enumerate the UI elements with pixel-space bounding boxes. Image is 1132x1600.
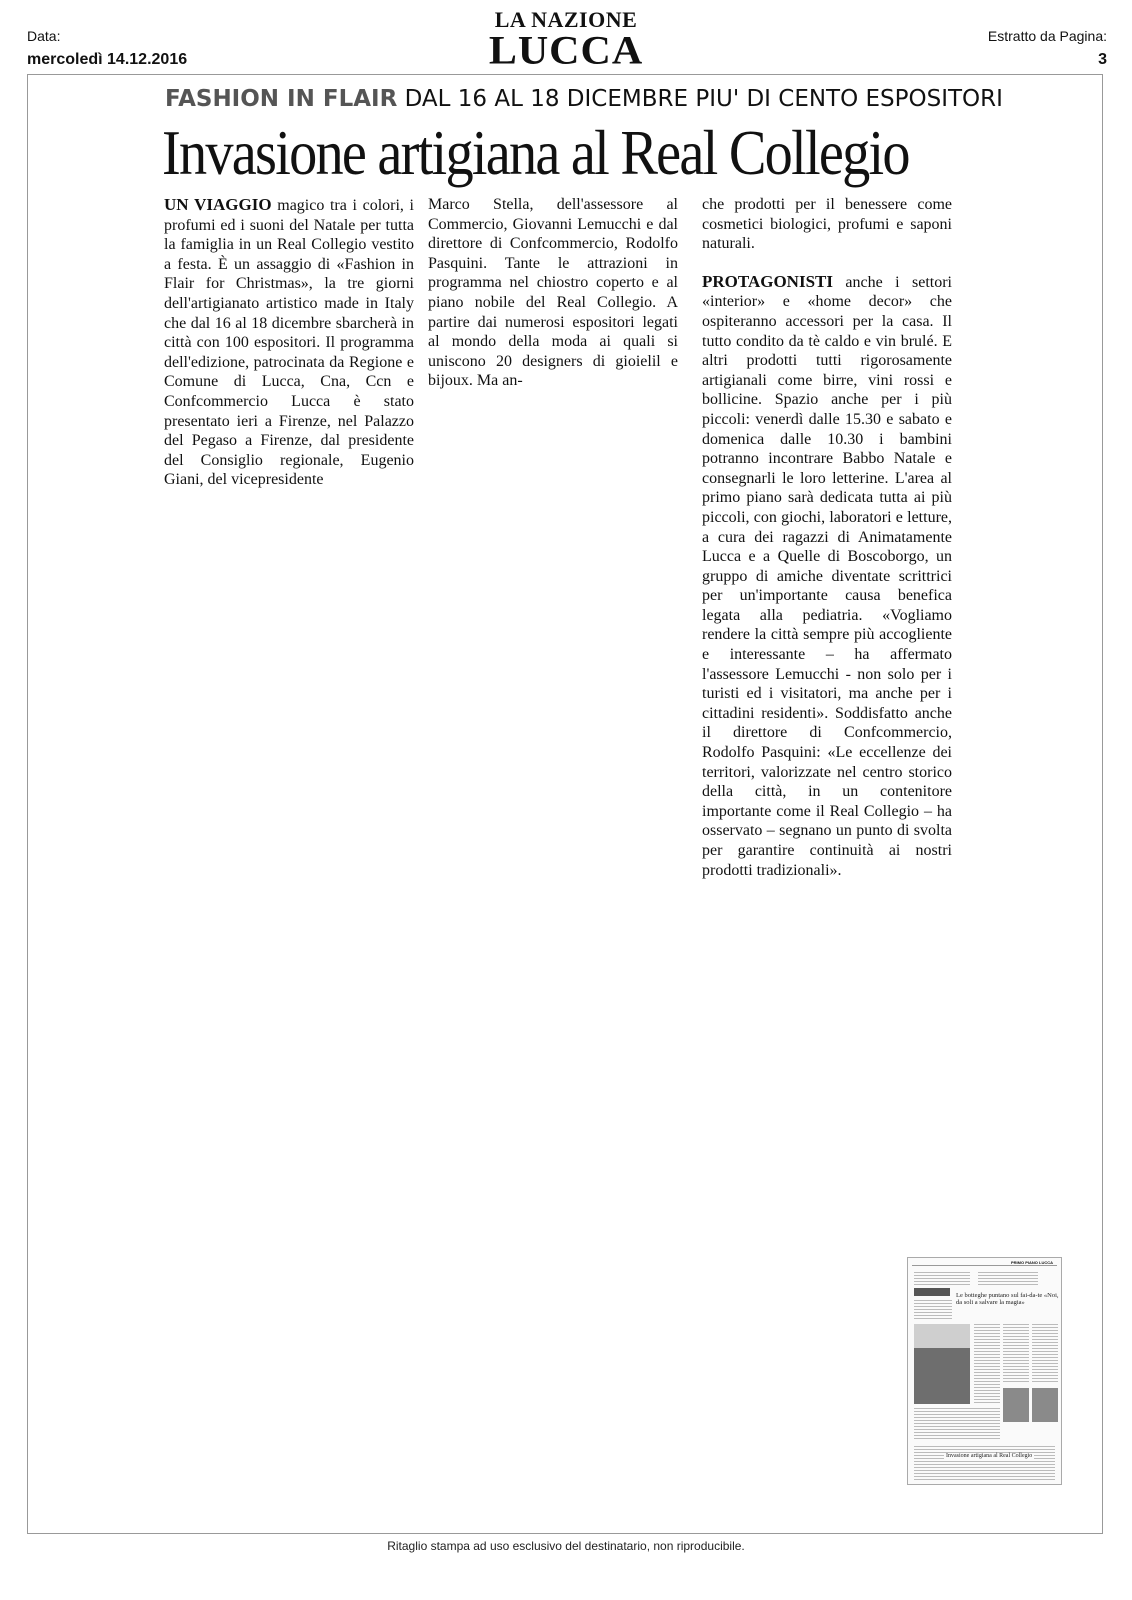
- paragraph-4-lead: PROTAGONISTI: [702, 271, 833, 291]
- thumbnail-bottom-headline: Invasione artigiana al Real Collegio: [946, 1453, 1033, 1459]
- thumbnail-text-block: [974, 1324, 1000, 1404]
- article-kicker: [165, 86, 1003, 112]
- thumbnail-text-block: [914, 1300, 952, 1320]
- thumbnail-photo-portrait: [1003, 1388, 1029, 1422]
- paragraph-4-text: anche i settori «interior» e «home decor» che ospiteranno accessori per la casa. Il tutto condito da tè caldo e vin brulé. E altri prodotti tutti rigorosamente artigianali come birre, vini rossi e bollicine. Spazio anche per i più piccoli: venerdì dalle 15.30 e sabato e domenica dalle 10.30 i bambini potranno incontrare Babbo Natale e consegnarli le loro letterine. L'area al primo piano sarà dedicata tutta ai più piccoli, con giochi, laboratori e letture, a cura dei ragazzi di Animatamente Lucca e a Quelle di Boscoborgo, un gruppo di amiche diventate scrittrici per un'importante causa benefica legata alla pediatria. «Vogliamo rendere la città sempre più accogliente e interessante – ha affermato l'assessore Lemucchi - non solo per i turisti ed i visitatori, ma anche per i cittadini residenti». Soddisfatto anche il direttore di Confcommercio, Rodolfo Pasquini: «Le eccellenze dei territori, valorizzate nel centro storico della città, in un contenitore importante come il Real Collegio – ha osservato – segnano un punto di svolta per garantire continuità ai nostri prodotti tradizionali».: [702, 273, 952, 879]
- thumbnail-text-block: [978, 1272, 1038, 1286]
- thumbnail-text-block: [1003, 1324, 1029, 1384]
- masthead-newspaper: LA NAZIONE: [494, 7, 638, 32]
- masthead-edition: LUCCA: [488, 29, 644, 73]
- thumbnail-text-block: [914, 1272, 970, 1286]
- page-thumbnail: [907, 1257, 1062, 1485]
- thumbnail-headline: Le botteghe puntano sul fai-da-te «Noi, da soli a salvare la magia»: [956, 1292, 1059, 1306]
- article-column-1: [164, 195, 414, 490]
- paragraph-1: [164, 195, 414, 490]
- kicker-lead: FASHION IN FLAIR: [165, 86, 398, 112]
- article-column-2: [428, 195, 678, 391]
- kicker-rest: DAL 16 AL 18 DICEMBRE PIU' DI CENTO ESPOSITORI: [404, 86, 1003, 112]
- paragraph-4: [702, 272, 952, 880]
- paragraph-2: Marco Stella, dell'assessore al Commercio, Giovanni Lemucchi e dal direttore di Confcommercio, Rodolfo Pasquini. Tante le attrazioni in programma nel chiostro coperto e al piano nobile del Real Collegio. A partire dai numerosi espositori legati al mondo della moda ai quali si uniscono 20 designers di gioielil e bijoux. Ma an-: [428, 196, 678, 390]
- page-number: 3: [1098, 51, 1107, 68]
- thumbnail-logo-block: [914, 1288, 950, 1296]
- thumbnail-photo-tree: [914, 1324, 970, 1404]
- paragraph-1-text: magico tra i colori, i profumi ed i suoni del Natale per tutta la famiglia in un Real Collegio vestito a festa. È un assaggio di «Fashion in Flair for Christmas», la tre giorni dell'artigianato artistico made in Italy che dal 16 al 18 dicembre sbarcherà in città con 100 espositori. Il programma dell'edizione, patrocinata da Regione e Comune di Lucca, Cna, Ccn e Confcommercio Lucca è stato presentato ieri a Firenze, nel Palazzo del Pegaso a Firenze, dal presidente del Consiglio regionale, Eugenio Giani, del vicepresidente: [164, 197, 415, 489]
- thumbnail-bottom-article: [914, 1446, 1055, 1480]
- paragraph-1-lead: UN VIAGGIO: [164, 195, 272, 214]
- thumbnail-photo-portrait: [1032, 1388, 1058, 1422]
- article-headline: Invasione artigiana al Real Collegio: [162, 117, 909, 188]
- footer-disclaimer: Ritaglio stampa ad uso esclusivo del destinatario, non riproducibile.: [387, 1539, 745, 1553]
- extract-page-label: Estratto da Pagina:: [987, 28, 1107, 44]
- thumbnail-text-block: [1032, 1324, 1058, 1384]
- thumbnail-section-title: PRIMO PIANO LUCCA: [1011, 1260, 1053, 1265]
- date-label: Data:: [27, 28, 61, 44]
- thumbnail-text-block: [914, 1408, 1000, 1440]
- date-value: mercoledì 14.12.2016: [27, 51, 188, 68]
- paragraph-3: che prodotti per il benessere come cosmetici biologici, profumi e saponi naturali.: [702, 196, 952, 253]
- article-column-3: [702, 195, 952, 880]
